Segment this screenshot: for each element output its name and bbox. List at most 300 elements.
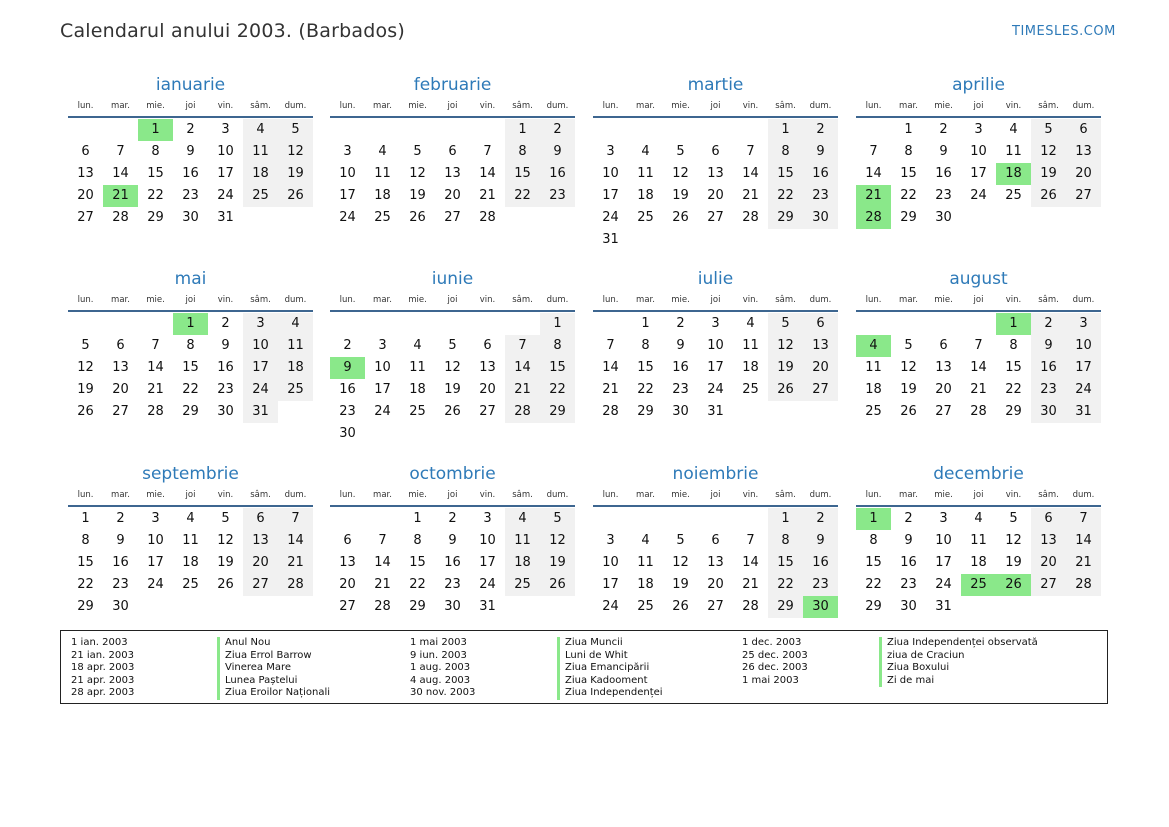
day-cell: 19 xyxy=(540,552,575,574)
day-cell: 3 xyxy=(151,511,160,526)
day-cell: 21 xyxy=(374,577,391,592)
day-cell: 3 xyxy=(378,338,387,353)
holiday-day: 21 xyxy=(856,185,891,207)
day-cell: 12 xyxy=(217,533,234,548)
day-cell: 1 xyxy=(540,313,575,335)
day-cell: 15 xyxy=(768,163,803,185)
day-cell: 7 xyxy=(606,338,615,353)
legend-holiday-name: Ziua Independenței observată xyxy=(879,637,1038,650)
day-cell: 20 xyxy=(707,577,724,592)
day-cell: 14 xyxy=(742,166,759,181)
weekday-label: vin. xyxy=(479,101,496,111)
day-cell: 9 xyxy=(803,530,838,552)
day-cell: 19 xyxy=(900,382,917,397)
day-cell: 30 xyxy=(1031,401,1066,423)
day-cell: 26 xyxy=(278,185,313,207)
day-cell: 9 xyxy=(1031,335,1066,357)
day-cell: 2 xyxy=(1031,313,1066,335)
day-cell: 24 xyxy=(374,404,391,419)
day-cell: 22 xyxy=(409,577,426,592)
holiday-day: 1 xyxy=(856,508,891,530)
weekday-label: joi xyxy=(185,101,196,111)
weekday-header xyxy=(68,98,313,115)
day-cell: 20 xyxy=(243,552,278,574)
weekday-label: lun. xyxy=(339,101,356,111)
day-cell: 14 xyxy=(112,166,129,181)
day-cell: 10 xyxy=(479,533,496,548)
day-cell: 4 xyxy=(641,144,650,159)
day-cell: 10 xyxy=(1066,335,1101,357)
day-cell: 8 xyxy=(768,141,803,163)
month-name: noiembrie xyxy=(672,464,759,484)
legend-date: 9 iun. 2003 xyxy=(410,649,467,661)
weekday-header xyxy=(593,292,838,309)
day-cell: 19 xyxy=(672,188,689,203)
day-cell: 28 xyxy=(278,574,313,596)
day-cell: 2 xyxy=(540,119,575,141)
day-cell: 22 xyxy=(768,574,803,596)
day-cell: 20 xyxy=(444,188,461,203)
header-divider xyxy=(856,505,1101,507)
day-cell: 9 xyxy=(448,533,457,548)
day-cell: 9 xyxy=(540,141,575,163)
weekday-label: vin. xyxy=(1005,295,1022,305)
day-cell: 30 xyxy=(803,207,838,229)
day-cell: 27 xyxy=(77,210,94,225)
day-cell: 18 xyxy=(970,555,987,570)
weekday-label: mar. xyxy=(636,490,655,500)
weekday-label: mie. xyxy=(146,295,165,305)
day-cell: 30 xyxy=(444,599,461,614)
day-cell: 2 xyxy=(186,122,195,137)
day-cell: 12 xyxy=(900,360,917,375)
empty-cell xyxy=(138,313,173,335)
weekday-label: dum. xyxy=(284,490,307,500)
holiday-day: 18 xyxy=(996,163,1031,185)
day-cell: 9 xyxy=(186,144,195,159)
day-cell: 2 xyxy=(448,511,457,526)
day-cell: 21 xyxy=(278,552,313,574)
day-cell: 15 xyxy=(77,555,94,570)
day-cell: 6 xyxy=(343,533,352,548)
day-cell: 18 xyxy=(374,188,391,203)
day-cell: 30 xyxy=(339,426,356,441)
day-cell: 7 xyxy=(151,338,160,353)
weekday-header xyxy=(856,487,1101,504)
header-divider xyxy=(856,116,1101,118)
legend-date: 21 ian. 2003 xyxy=(71,649,134,661)
day-cell: 3 xyxy=(343,144,352,159)
day-cell: 28 xyxy=(970,404,987,419)
day-cell: 7 xyxy=(116,144,125,159)
day-cell: 20 xyxy=(339,577,356,592)
holiday-day: 9 xyxy=(330,357,365,379)
day-cell: 6 xyxy=(243,508,278,530)
day-cell: 26 xyxy=(540,574,575,596)
day-cell: 24 xyxy=(147,577,164,592)
day-cell: 25 xyxy=(742,382,759,397)
day-cell: 27 xyxy=(707,599,724,614)
legend-holiday-name: Ziua Kadooment xyxy=(557,675,663,688)
day-cell: 11 xyxy=(409,360,426,375)
day-cell: 10 xyxy=(217,144,234,159)
day-cell: 16 xyxy=(112,555,129,570)
weekday-header xyxy=(68,487,313,504)
day-cell: 14 xyxy=(278,530,313,552)
day-cell: 26 xyxy=(217,577,234,592)
empty-cell xyxy=(68,313,103,335)
month-septembrie xyxy=(68,389,313,618)
day-cell: 3 xyxy=(483,511,492,526)
weekday-label: sâm. xyxy=(775,295,796,305)
holiday-day: 30 xyxy=(803,596,838,618)
day-cell: 22 xyxy=(540,379,575,401)
empty-cell xyxy=(365,508,400,530)
day-cell: 29 xyxy=(1005,404,1022,419)
day-cell: 3 xyxy=(711,316,720,331)
day-cell: 28 xyxy=(602,404,619,419)
legend-date: 1 mai 2003 xyxy=(410,637,467,648)
day-cell: 22 xyxy=(77,577,94,592)
day-cell: 24 xyxy=(602,210,619,225)
weekday-label: mie. xyxy=(934,101,953,111)
day-cell: 20 xyxy=(803,357,838,379)
day-cell: 5 xyxy=(540,508,575,530)
day-cell: 10 xyxy=(147,533,164,548)
day-cell: 21 xyxy=(1066,552,1101,574)
day-cell: 11 xyxy=(243,141,278,163)
day-cell: 6 xyxy=(711,533,720,548)
day-cell: 31 xyxy=(602,232,619,247)
weekday-label: lun. xyxy=(77,295,94,305)
day-cell: 24 xyxy=(970,188,987,203)
weekday-label: sâm. xyxy=(250,295,271,305)
day-cell: 21 xyxy=(742,188,759,203)
day-cell: 13 xyxy=(707,555,724,570)
day-cell: 26 xyxy=(444,404,461,419)
legend-holiday-name: ziua de Craciun xyxy=(879,650,1038,663)
day-cell: 9 xyxy=(939,144,948,159)
day-cell: 7 xyxy=(505,335,540,357)
day-cell: 16 xyxy=(900,555,917,570)
day-cell: 29 xyxy=(768,596,803,618)
day-cell: 24 xyxy=(935,577,952,592)
day-cell: 6 xyxy=(448,144,457,159)
day-cell: 24 xyxy=(707,382,724,397)
day-cell: 23 xyxy=(339,404,356,419)
header-divider xyxy=(68,505,313,507)
day-cell: 10 xyxy=(243,335,278,357)
day-cell: 10 xyxy=(602,166,619,181)
weekday-label: dum. xyxy=(809,101,832,111)
day-cell: 2 xyxy=(116,511,125,526)
weekday-label: lun. xyxy=(865,101,882,111)
page-title: Calendarul anului 2003. (Barbados) xyxy=(60,20,405,42)
weekday-label: vin. xyxy=(479,295,496,305)
day-cell: 23 xyxy=(935,188,952,203)
month-name: decembrie xyxy=(933,464,1024,484)
day-cell: 26 xyxy=(77,404,94,419)
day-cell: 18 xyxy=(182,555,199,570)
empty-cell xyxy=(470,119,505,141)
day-cell: 21 xyxy=(479,188,496,203)
day-cell: 8 xyxy=(1009,338,1018,353)
holiday-day: 1 xyxy=(173,313,208,335)
day-cell: 4 xyxy=(1009,122,1018,137)
day-cell: 12 xyxy=(409,166,426,181)
day-cell: 3 xyxy=(243,313,278,335)
day-cell: 24 xyxy=(479,577,496,592)
day-cell: 15 xyxy=(409,555,426,570)
holiday-day: 1 xyxy=(996,313,1031,335)
month-name: februarie xyxy=(413,75,492,95)
day-cell: 15 xyxy=(900,166,917,181)
day-cell: 2 xyxy=(904,511,913,526)
day-cell: 18 xyxy=(637,577,654,592)
day-cell: 23 xyxy=(444,577,461,592)
header-divider xyxy=(68,116,313,118)
legend-holiday-name: Lunea Paștelui xyxy=(217,675,330,688)
holiday-day: 21 xyxy=(103,185,138,207)
day-cell: 10 xyxy=(707,338,724,353)
header-divider xyxy=(593,310,838,312)
month-name: martie xyxy=(687,75,744,95)
day-cell: 2 xyxy=(803,508,838,530)
day-cell: 1 xyxy=(81,511,90,526)
weekday-label: mar. xyxy=(373,490,392,500)
day-cell: 5 xyxy=(1031,119,1066,141)
legend-holiday-name: Zi de mai xyxy=(879,675,1038,688)
weekday-header xyxy=(330,98,575,115)
weekday-label: joi xyxy=(973,490,984,500)
day-cell: 4 xyxy=(505,508,540,530)
day-cell: 30 xyxy=(112,599,129,614)
empty-cell xyxy=(435,119,470,141)
weekday-label: dum. xyxy=(284,295,307,305)
day-cell: 21 xyxy=(742,577,759,592)
day-cell: 20 xyxy=(1031,552,1066,574)
day-cell: 17 xyxy=(602,577,619,592)
weekday-label: mar. xyxy=(636,295,655,305)
weekday-label: mie. xyxy=(671,490,690,500)
empty-cell xyxy=(103,313,138,335)
day-cell: 23 xyxy=(672,382,689,397)
day-cell: 19 xyxy=(278,163,313,185)
weekday-label: mar. xyxy=(373,101,392,111)
weekday-label: mar. xyxy=(373,295,392,305)
day-cell: 11 xyxy=(637,166,654,181)
legend-date: 30 nov. 2003 xyxy=(410,687,476,698)
legend-date: 4 aug. 2003 xyxy=(410,674,471,686)
month-name: mai xyxy=(174,269,207,289)
day-cell: 10 xyxy=(970,144,987,159)
weekday-label: lun. xyxy=(865,295,882,305)
empty-cell xyxy=(698,508,733,530)
day-cell: 5 xyxy=(1009,511,1018,526)
empty-cell xyxy=(698,119,733,141)
day-cell: 20 xyxy=(112,382,129,397)
weekday-label: lun. xyxy=(602,101,619,111)
day-cell: 6 xyxy=(711,144,720,159)
day-cell: 12 xyxy=(672,166,689,181)
empty-cell xyxy=(330,313,365,335)
day-cell: 15 xyxy=(768,552,803,574)
day-cell: 9 xyxy=(116,533,125,548)
day-cell: 9 xyxy=(676,338,685,353)
day-cell: 6 xyxy=(939,338,948,353)
day-cell: 28 xyxy=(479,210,496,225)
weekday-label: vin. xyxy=(217,490,234,500)
day-cell: 27 xyxy=(803,379,838,401)
weekday-label: dum. xyxy=(546,295,569,305)
day-cell: 16 xyxy=(540,163,575,185)
day-grid xyxy=(856,508,1101,618)
weekday-label: mie. xyxy=(934,295,953,305)
weekday-label: mie. xyxy=(671,295,690,305)
legend-holiday-name: Ziua Muncii xyxy=(557,637,663,650)
month-noiembrie xyxy=(593,389,838,618)
day-cell: 25 xyxy=(278,379,313,401)
weekday-label: dum. xyxy=(1072,295,1095,305)
day-cell: 16 xyxy=(1031,357,1066,379)
weekday-label: joi xyxy=(710,490,721,500)
day-cell: 23 xyxy=(540,185,575,207)
weekday-label: sâm. xyxy=(1038,295,1059,305)
weekday-label: vin. xyxy=(217,295,234,305)
day-cell: 16 xyxy=(803,163,838,185)
header-divider xyxy=(68,310,313,312)
day-cell: 7 xyxy=(378,533,387,548)
month-name: aprilie xyxy=(952,75,1005,95)
day-cell: 29 xyxy=(865,599,882,614)
weekday-label: mar. xyxy=(636,101,655,111)
day-cell: 24 xyxy=(1066,379,1101,401)
day-cell: 25 xyxy=(865,404,882,419)
day-cell: 12 xyxy=(278,141,313,163)
day-cell: 20 xyxy=(1066,163,1101,185)
day-grid xyxy=(330,508,575,618)
day-cell: 29 xyxy=(768,207,803,229)
day-cell: 21 xyxy=(147,382,164,397)
day-cell: 31 xyxy=(1066,401,1101,423)
day-cell: 25 xyxy=(374,210,391,225)
day-cell: 18 xyxy=(865,382,882,397)
empty-cell xyxy=(593,313,628,335)
day-cell: 7 xyxy=(278,508,313,530)
day-cell: 21 xyxy=(602,382,619,397)
day-cell: 4 xyxy=(641,533,650,548)
day-cell: 27 xyxy=(444,210,461,225)
empty-cell xyxy=(733,508,768,530)
site-link[interactable]: TIMESLES.COM xyxy=(1012,24,1116,39)
weekday-label: joi xyxy=(973,101,984,111)
legend-date: 18 apr. 2003 xyxy=(71,662,135,673)
day-cell: 8 xyxy=(505,141,540,163)
day-cell: 14 xyxy=(479,166,496,181)
day-cell: 13 xyxy=(339,555,356,570)
header-divider xyxy=(330,116,575,118)
holiday-day: 25 xyxy=(961,574,996,596)
day-cell: 12 xyxy=(768,335,803,357)
day-cell: 9 xyxy=(803,141,838,163)
day-cell: 19 xyxy=(444,382,461,397)
day-cell: 7 xyxy=(746,533,755,548)
legend-holiday-name: Ziua Eroilor Naționali xyxy=(217,687,330,700)
day-cell: 16 xyxy=(672,360,689,375)
day-cell: 8 xyxy=(869,533,878,548)
day-cell: 9 xyxy=(904,533,913,548)
day-cell: 3 xyxy=(606,144,615,159)
day-cell: 13 xyxy=(77,166,94,181)
day-cell: 28 xyxy=(742,210,759,225)
month-name: septembrie xyxy=(142,464,239,484)
day-cell: 1 xyxy=(904,122,913,137)
day-cell: 20 xyxy=(479,382,496,397)
weekday-label: sâm. xyxy=(512,490,533,500)
day-cell: 7 xyxy=(483,144,492,159)
month-octombrie xyxy=(330,389,575,618)
day-cell: 2 xyxy=(676,316,685,331)
empty-cell xyxy=(103,119,138,141)
weekday-label: lun. xyxy=(865,490,882,500)
day-cell: 7 xyxy=(746,144,755,159)
day-cell: 8 xyxy=(641,338,650,353)
header-divider xyxy=(856,310,1101,312)
day-cell: 26 xyxy=(768,379,803,401)
legend-holiday-name: Vinerea Mare xyxy=(217,662,330,675)
empty-cell xyxy=(400,313,435,335)
day-cell: 5 xyxy=(448,338,457,353)
weekday-label: joi xyxy=(447,490,458,500)
day-cell: 2 xyxy=(343,338,352,353)
empty-cell xyxy=(470,313,505,335)
legend-holiday-name: Luni de Whit xyxy=(557,650,663,663)
day-cell: 1 xyxy=(505,119,540,141)
day-cell: 29 xyxy=(409,599,426,614)
day-cell: 5 xyxy=(676,144,685,159)
legend-date: 26 dec. 2003 xyxy=(742,662,808,673)
day-cell: 28 xyxy=(374,599,391,614)
weekday-label: sâm. xyxy=(250,101,271,111)
empty-cell xyxy=(365,119,400,141)
weekday-header xyxy=(330,487,575,504)
day-cell: 10 xyxy=(935,533,952,548)
day-cell: 5 xyxy=(278,119,313,141)
weekday-label: dum. xyxy=(284,101,307,111)
day-cell: 30 xyxy=(182,210,199,225)
day-cell: 19 xyxy=(672,577,689,592)
day-cell: 3 xyxy=(1066,313,1101,335)
day-cell: 31 xyxy=(935,599,952,614)
weekday-label: sâm. xyxy=(512,101,533,111)
day-cell: 12 xyxy=(1005,533,1022,548)
day-cell: 29 xyxy=(182,404,199,419)
empty-cell xyxy=(663,508,698,530)
day-cell: 26 xyxy=(409,210,426,225)
day-cell: 7 xyxy=(974,338,983,353)
day-cell: 5 xyxy=(81,338,90,353)
empty-cell xyxy=(628,508,663,530)
day-cell: 25 xyxy=(505,574,540,596)
day-cell: 25 xyxy=(409,404,426,419)
day-cell: 29 xyxy=(900,210,917,225)
day-cell: 27 xyxy=(112,404,129,419)
weekday-label: mie. xyxy=(146,101,165,111)
day-cell: 2 xyxy=(939,122,948,137)
day-cell: 12 xyxy=(444,360,461,375)
weekday-label: sâm. xyxy=(250,490,271,500)
day-cell: 15 xyxy=(182,360,199,375)
